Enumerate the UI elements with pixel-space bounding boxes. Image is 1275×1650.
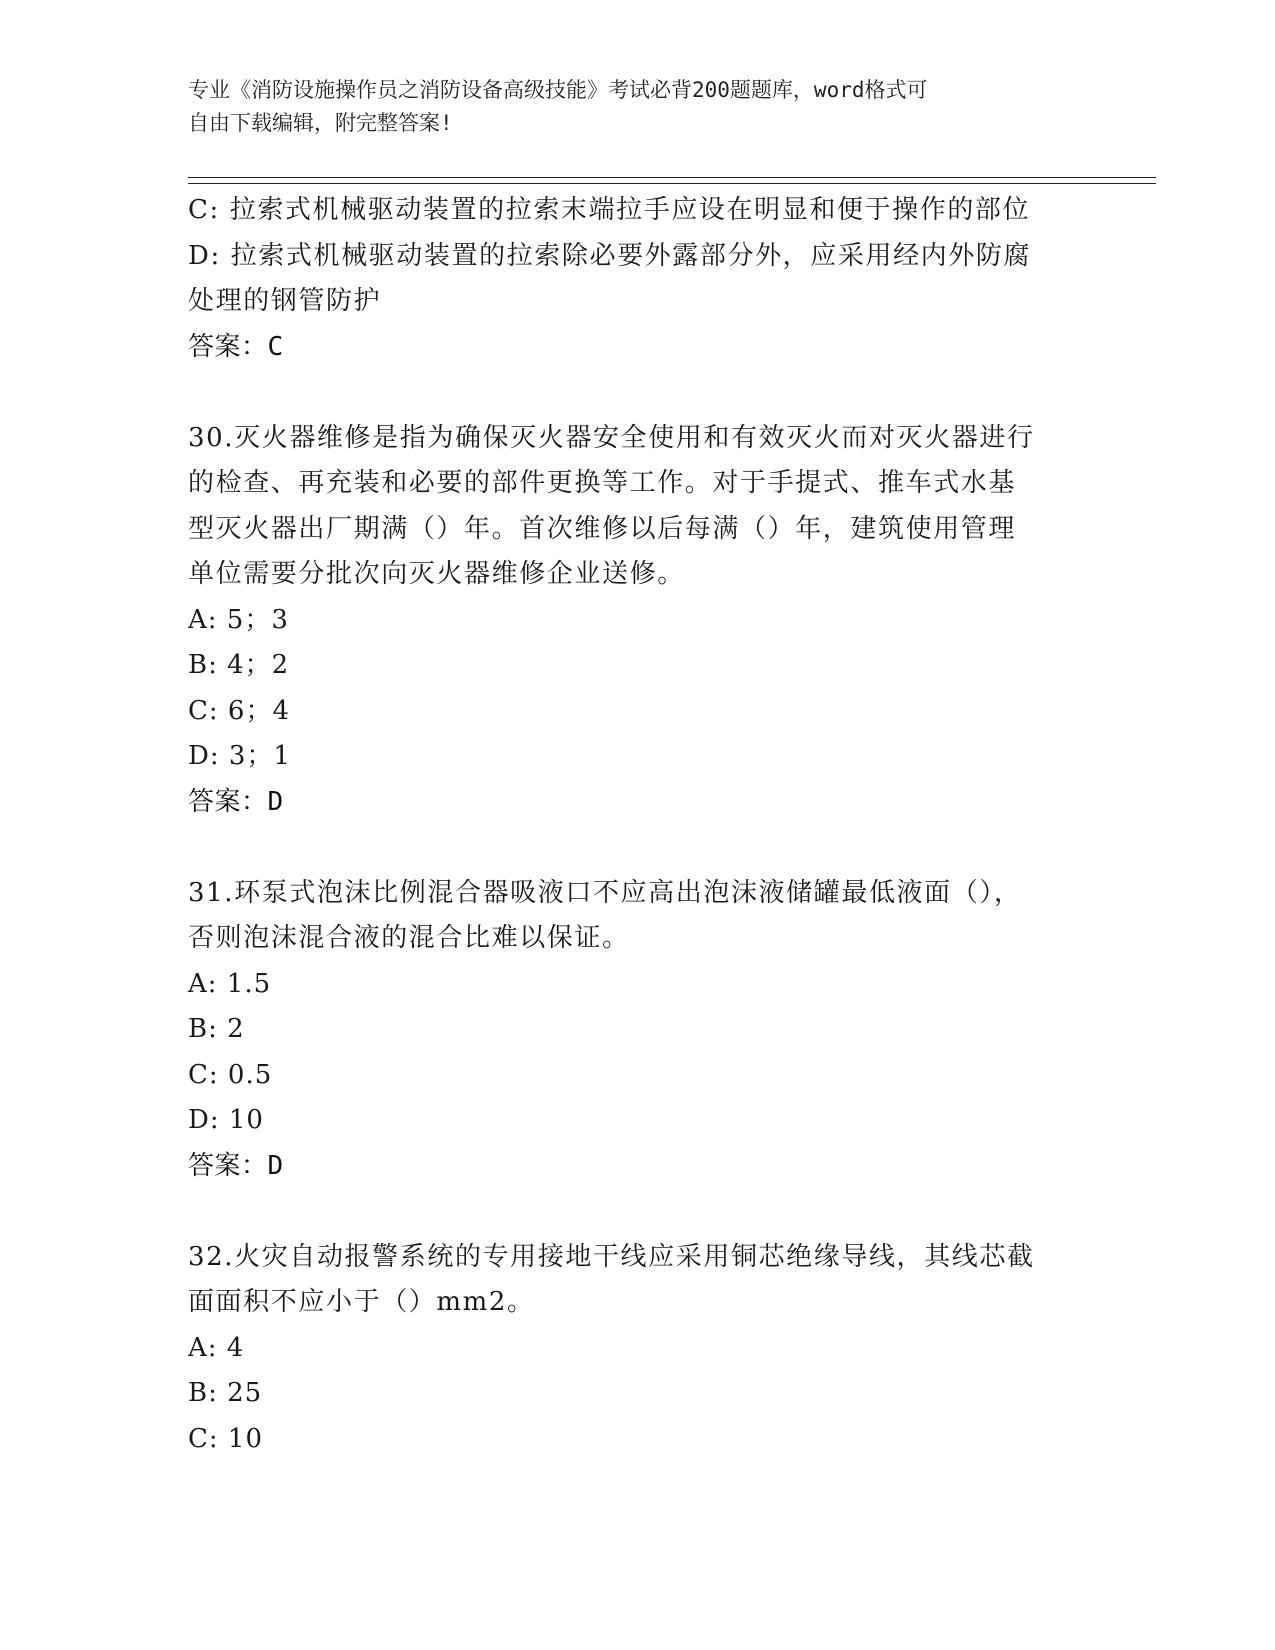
answer: 答案：C (188, 331, 284, 362)
option-b: B: 25 (188, 1378, 263, 1408)
option-c: C: 拉索式机械驱动装置的拉索末端拉手应设在明显和便于操作的部位 (188, 195, 1031, 225)
option-a: A: 1.5 (188, 968, 272, 999)
option-c: C: 10 (188, 1423, 264, 1454)
option-b: B: 4；2 (188, 650, 290, 680)
question-stem-line: 单位需要分批次向灭火器维修企业送修。 (188, 559, 685, 589)
spacer (188, 825, 1088, 871)
header-line-2: 自由下载编辑，附完整答案! (188, 111, 453, 135)
option-d: D: 3；1 (188, 741, 291, 771)
header-rule-bottom (188, 183, 1156, 184)
option-c: C: 6；4 (188, 695, 291, 726)
option-d-continued: 处理的钢管防护 (188, 286, 382, 316)
header-rule-top (188, 177, 1156, 178)
option-d: D: 10 (188, 1105, 264, 1135)
option-c: C: 0.5 (188, 1059, 273, 1090)
question-stem-line: 面面积不应小于（）mm2。 (188, 1287, 535, 1317)
question-stem-line: 型灭火器出厂期满（）年。首次维修以后每满（）年，建筑使用管理 (188, 513, 1017, 544)
spacer (188, 1189, 1088, 1235)
header-line-1: 专业《消防设施操作员之消防设备高级技能》考试必背200题题库，word格式可 (188, 78, 928, 102)
question-stem-line: 否则泡沫混合液的混合比难以保证。 (188, 923, 630, 953)
option-a: A: 4 (188, 1332, 245, 1363)
document-body (188, 188, 1088, 1462)
page-header (188, 74, 1088, 140)
option-a: A: 5；3 (188, 604, 289, 635)
question-stem-line: 的检查、再充装和必要的部件更换等工作。对于手提式、推车式水基 (188, 468, 1017, 498)
question-29-continued (188, 188, 1088, 370)
question-stem-line: 32.火灾自动报警系统的专用接地干线应采用铜芯绝缘导线，其线芯截 (188, 1241, 1035, 1272)
question-30 (188, 416, 1088, 826)
spacer (188, 370, 1088, 416)
question-stem-line: 31.环泵式泡沫比例混合器吸液口不应高出泡沫液储罐最低液面（）， (188, 877, 1022, 908)
option-d: D: 拉索式机械驱动装置的拉索除必要外露部分外，应采用经内外防腐 (188, 240, 1032, 271)
answer: 答案：D (188, 1150, 284, 1181)
question-31 (188, 871, 1088, 1190)
question-32 (188, 1235, 1088, 1463)
answer: 答案：D (188, 786, 284, 817)
question-stem-line: 30.灭火器维修是指为确保灭火器安全使用和有效灭火而对灭火器进行 (188, 422, 1035, 453)
option-b: B: 2 (188, 1014, 245, 1044)
